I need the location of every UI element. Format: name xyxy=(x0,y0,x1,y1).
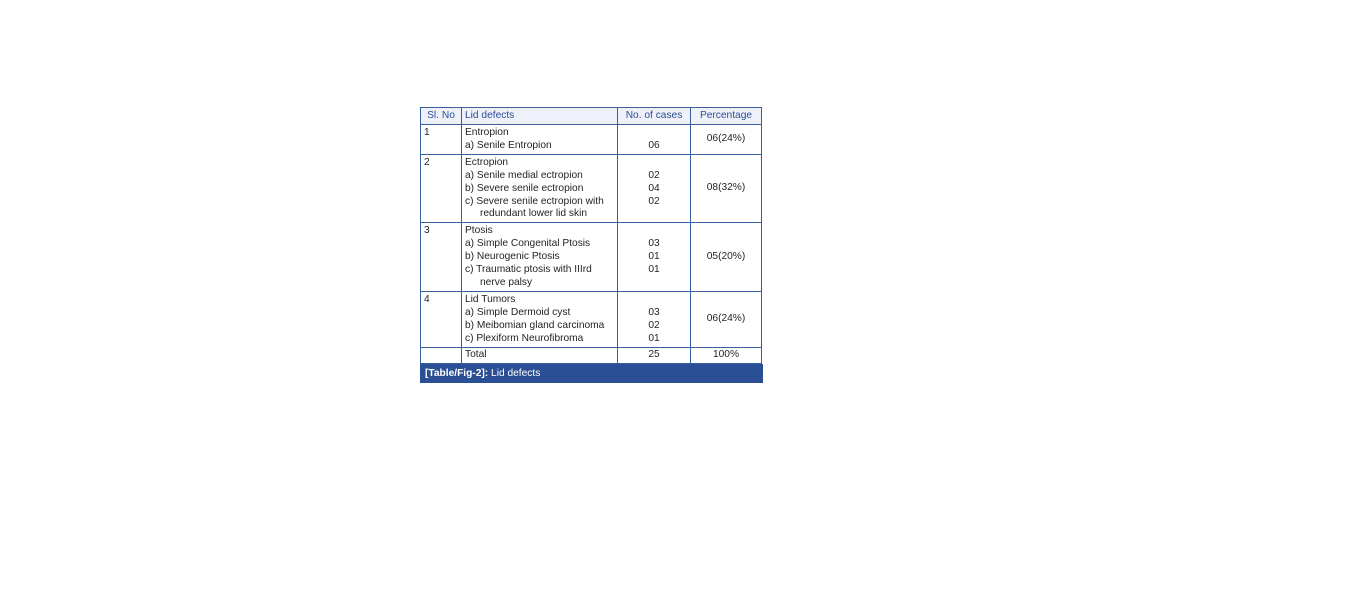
defect-subtype-label: a) Senile Entropion xyxy=(465,139,552,151)
sl-no-cell: 1 xyxy=(421,125,462,155)
defect-subtype xyxy=(465,170,615,183)
defect-category-title: Ectropion xyxy=(465,156,509,168)
case-count: 01 xyxy=(648,332,660,344)
percentage-cell: 08(32%) xyxy=(691,154,762,223)
cases-spacer xyxy=(618,225,690,238)
header-lid-defects: Lid defects xyxy=(462,108,618,125)
table-row xyxy=(421,125,762,155)
case-count: 06 xyxy=(648,139,660,151)
defect-category-title: Entropion xyxy=(465,127,509,138)
cases-spacer xyxy=(618,294,690,307)
total-row xyxy=(421,347,762,364)
defect-subtype-label: b) Meibomian gland carcinoma xyxy=(465,319,605,331)
percentage-cell: 05(20%) xyxy=(691,223,762,292)
sl-no-cell: 2 xyxy=(421,154,462,223)
lid-defects-table xyxy=(420,107,762,364)
defect-subtype-label: b) Severe senile ectropion xyxy=(465,182,584,194)
cases-spacer xyxy=(618,277,690,290)
cases-spacer xyxy=(618,127,690,140)
total-percentage: 100% xyxy=(691,347,762,364)
table-row xyxy=(421,154,762,223)
defect-category-title: Ptosis xyxy=(465,225,493,237)
caption-ref: [Table/Fig-2]: xyxy=(425,368,489,380)
header-no-of-cases: No. of cases xyxy=(618,108,691,125)
total-cases: 25 xyxy=(618,347,691,364)
cases-spacer xyxy=(618,208,690,221)
defect-subtype-continuation: redundant lower lid skin xyxy=(480,208,588,220)
total-label: Total xyxy=(462,347,618,364)
table-body xyxy=(421,125,762,364)
defect-subtype-label: c) Severe senile ectropion with xyxy=(465,195,604,207)
table-caption xyxy=(420,364,763,383)
table-header-row xyxy=(421,108,762,125)
defect-subtype xyxy=(465,307,615,320)
defect-subtype-label: c) Plexiform Neurofibroma xyxy=(465,332,584,344)
case-count: 04 xyxy=(648,182,660,194)
header-percentage: Percentage xyxy=(691,108,762,125)
total-sl-cell xyxy=(421,347,462,364)
case-count: 01 xyxy=(648,251,660,263)
table-row xyxy=(421,223,762,292)
defect-subtype xyxy=(465,251,615,264)
cases-cell xyxy=(618,154,691,223)
cases-cell xyxy=(618,223,691,292)
header-sl-no: Sl. No xyxy=(421,108,462,125)
defect-subtype-label: c) Traumatic ptosis with IIIrd xyxy=(465,264,592,276)
lid-defect-cell xyxy=(462,291,618,347)
caption-text: Lid defects xyxy=(488,368,541,380)
lid-defect-cell xyxy=(462,125,618,155)
sl-no-cell: 4 xyxy=(421,291,462,347)
defect-subtype xyxy=(465,238,615,251)
lid-defect-cell xyxy=(462,154,618,223)
case-count: 02 xyxy=(648,169,660,181)
case-count: 01 xyxy=(648,264,660,276)
defect-subtype xyxy=(465,333,615,346)
defect-subtype-label: a) Simple Dermoid cyst xyxy=(465,306,571,318)
defect-subtype xyxy=(465,320,615,333)
cases-cell xyxy=(618,291,691,347)
lid-defects-table-container xyxy=(420,107,761,383)
defect-subtype-label: b) Neurogenic Ptosis xyxy=(465,251,560,263)
cases-spacer xyxy=(618,157,690,170)
defect-category-title: Lid Tumors xyxy=(465,293,516,305)
sl-no-cell: 3 xyxy=(421,223,462,292)
case-count: 02 xyxy=(648,195,660,207)
defect-subtype xyxy=(465,264,615,290)
case-count: 03 xyxy=(648,306,660,318)
defect-subtype-continuation: nerve palsy xyxy=(480,276,533,288)
defect-subtype xyxy=(465,183,615,196)
case-count: 03 xyxy=(648,238,660,250)
percentage-cell: 06(24%) xyxy=(691,291,762,347)
percentage-cell: 06(24%) xyxy=(691,125,762,155)
defect-subtype-label: a) Simple Congenital Ptosis xyxy=(465,238,591,250)
defect-subtype-label: a) Senile medial ectropion xyxy=(465,169,583,181)
case-count: 02 xyxy=(648,319,660,331)
cases-cell xyxy=(618,125,691,155)
defect-subtype xyxy=(465,140,615,153)
table-row xyxy=(421,291,762,347)
defect-subtype xyxy=(465,196,615,222)
lid-defect-cell xyxy=(462,223,618,292)
